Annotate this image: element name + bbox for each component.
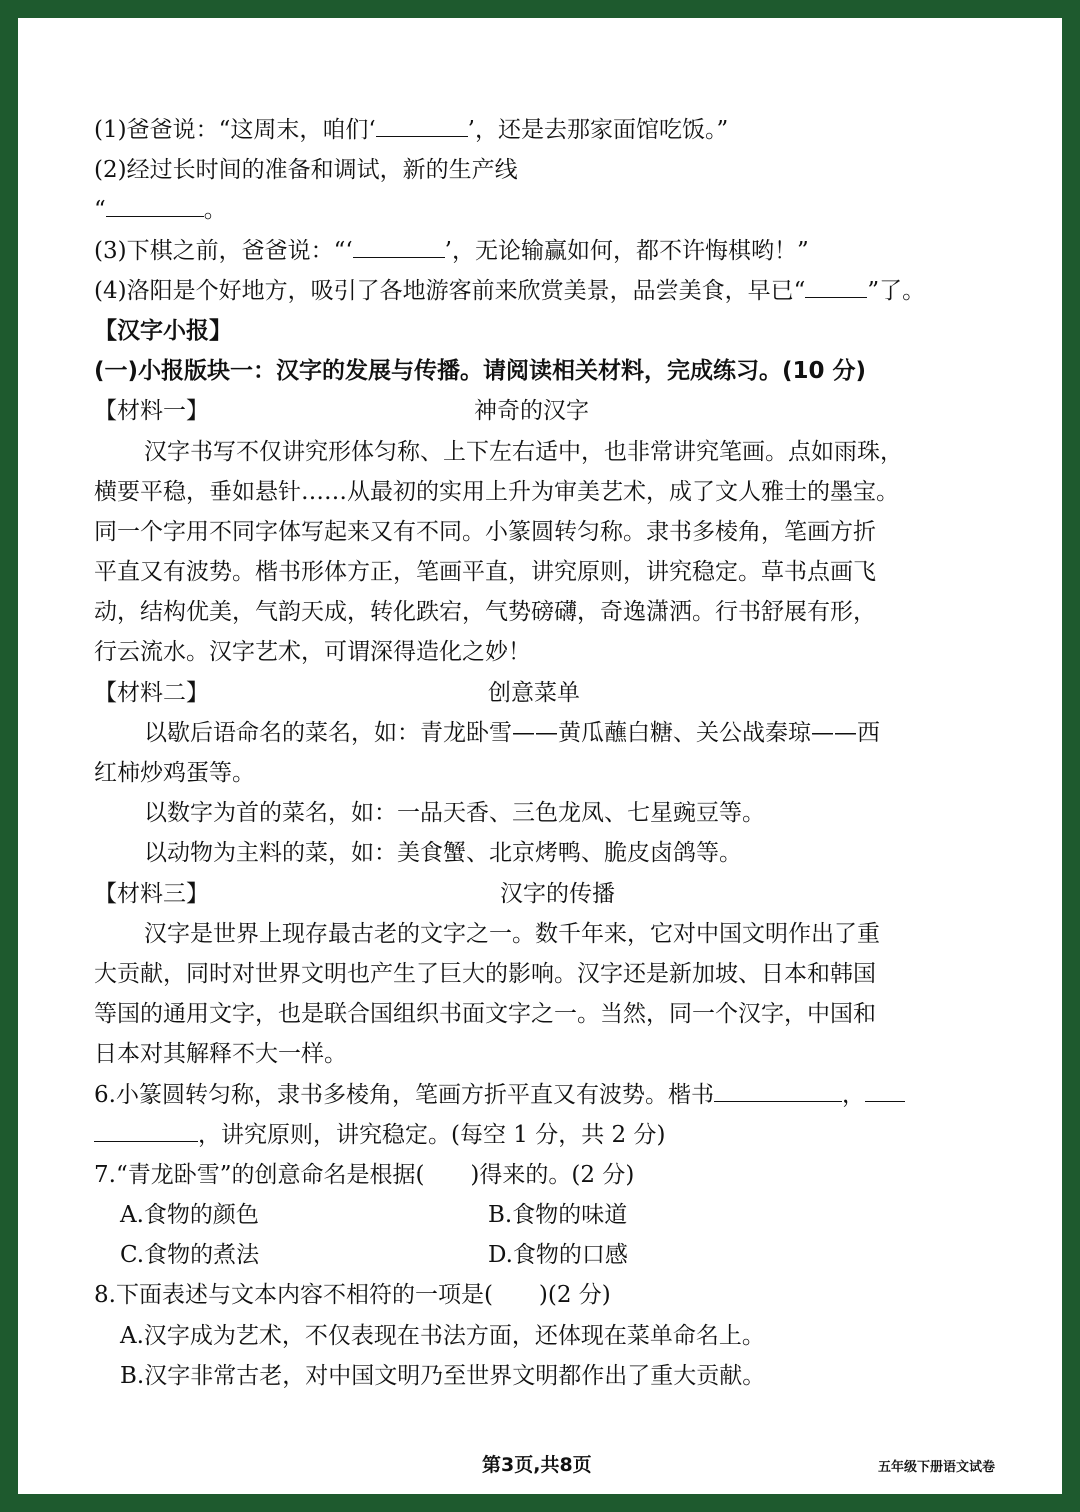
paragraph-line: 同一个字用不同字体写起来又有不同。小篆圆转匀称。隶书多棱角，笔画方折 [94, 518, 876, 545]
paragraph-line: 等国的通用文字，也是联合国组织书面文字之一。当然，同一个汉字，中国和 [94, 1001, 876, 1028]
page-number: 第3页,共8页 [482, 1454, 592, 1476]
question-6-cont: ，讲究原则，讲究稳定。(每空 1 分，共 2 分) [94, 1115, 994, 1155]
material-2-header [94, 673, 994, 713]
paragraph-line: 动，结构优美，气韵天成，转化跌宕，气势磅礴，奇逸潇洒。行书舒展有形， [94, 599, 876, 626]
answer-blank[interactable] [805, 275, 867, 298]
question-6: 6.小篆圆转匀称，隶书多棱角，笔画方折平直又有波势。楷书 ， [94, 1075, 994, 1115]
material-label: 【材料一】 [94, 398, 209, 425]
material-label: 【材料二】 [94, 679, 209, 706]
paragraph-line: 以数字为首的菜名，如：一品天香、三色龙凤、七星豌豆等。 [144, 800, 765, 827]
paragraph-line: 大贡献，同时对世界文明也产生了巨大的影响。汉字还是新加坡、日本和韩国 [94, 960, 876, 987]
answer-blank[interactable] [353, 235, 445, 258]
answer-blank[interactable] [376, 114, 468, 137]
answer-blank[interactable] [865, 1079, 905, 1102]
page-content [94, 110, 994, 1396]
paragraph-line: 汉字是世界上现存最古老的文字之一。数千年来，它对中国文明作出了重 [144, 920, 880, 947]
paragraph-line: 平直又有波势。楷书形体方正，笔画平直，讲究原则，讲究稳定。草书点画飞 [94, 559, 876, 586]
fill-question-2-cont: “ 。 [94, 190, 994, 230]
option-a[interactable]: A.汉字成为艺术，不仅表现在书法方面，还体现在菜单命名上。 [120, 1322, 765, 1349]
paragraph-line: 红柿炒鸡蛋等。 [94, 760, 255, 786]
material-title: 创意菜单 [488, 679, 580, 706]
answer-blank[interactable] [94, 1119, 198, 1142]
material-3-header [94, 874, 994, 914]
option-a[interactable]: A.食物的颜色 [120, 1202, 259, 1229]
option-d[interactable]: D.食物的口感 [488, 1242, 628, 1269]
material-label: 【材料三】 [94, 880, 209, 907]
question-7-options-row1 [94, 1195, 994, 1235]
paragraph-line: 横要平稳，垂如悬针……从最初的实用上升为审美艺术，成了文人雅士的墨宝。 [94, 478, 899, 505]
option-c[interactable]: C.食物的煮法 [120, 1242, 260, 1269]
paragraph-line: 以歇后语命名的菜名，如：青龙卧雪——黄瓜蘸白糖、关公战秦琼——西 [144, 719, 880, 746]
question-7: 7.“青龙卧雪”的创意命名是根据( )得来的。(2 分) [94, 1161, 635, 1188]
answer-blank[interactable] [106, 194, 204, 217]
question-7-options-row2 [94, 1235, 994, 1275]
paragraph-line: 日本对其解释不大一样。 [94, 1041, 347, 1068]
part-heading: (一)小报版块一：汉字的发展与传播。请阅读相关材料，完成练习。(10 分) [94, 358, 867, 385]
material-title: 神奇的汉字 [474, 398, 589, 425]
fill-question-1: (1)爸爸说：“这周末，咱们‘ ’，还是去那家面馆吃饭。” [94, 110, 994, 150]
fill-question-4: (4)洛阳是个好地方，吸引了各地游客前来欣赏美景，品尝美食，早已“ ”了。 [94, 271, 994, 311]
paragraph-line: 汉字书写不仅讲究形体匀称、上下左右适中，也非常讲究笔画。点如雨珠， [144, 438, 903, 465]
question-8: 8.下面表述与文本内容不相符的一项是( )(2 分) [94, 1282, 611, 1309]
option-b[interactable]: B.汉字非常古老，对中国文明乃至世界文明都作出了重大贡献。 [120, 1362, 766, 1389]
material-1-header [94, 391, 994, 431]
option-b[interactable]: B.食物的味道 [488, 1202, 628, 1229]
paragraph-line: 以动物为主料的菜，如：美食蟹、北京烤鸭、脆皮卤鸽等。 [144, 840, 742, 867]
exam-name: 五年级下册语文试卷 [878, 1460, 996, 1475]
fill-question-3: (3)下棋之前，爸爸说：“‘ ’，无论输赢如何，都不许悔棋哟！” [94, 231, 994, 271]
section-title: 【汉字小报】 [94, 317, 232, 344]
exam-page [18, 18, 1062, 1494]
fill-question-2: (2)经过长时间的准备和调试，新的生产线 [94, 157, 518, 184]
material-title: 汉字的传播 [500, 880, 615, 907]
paragraph-line: 行云流水。汉字艺术，可谓深得造化之妙！ [94, 639, 531, 666]
answer-blank[interactable] [714, 1079, 842, 1102]
